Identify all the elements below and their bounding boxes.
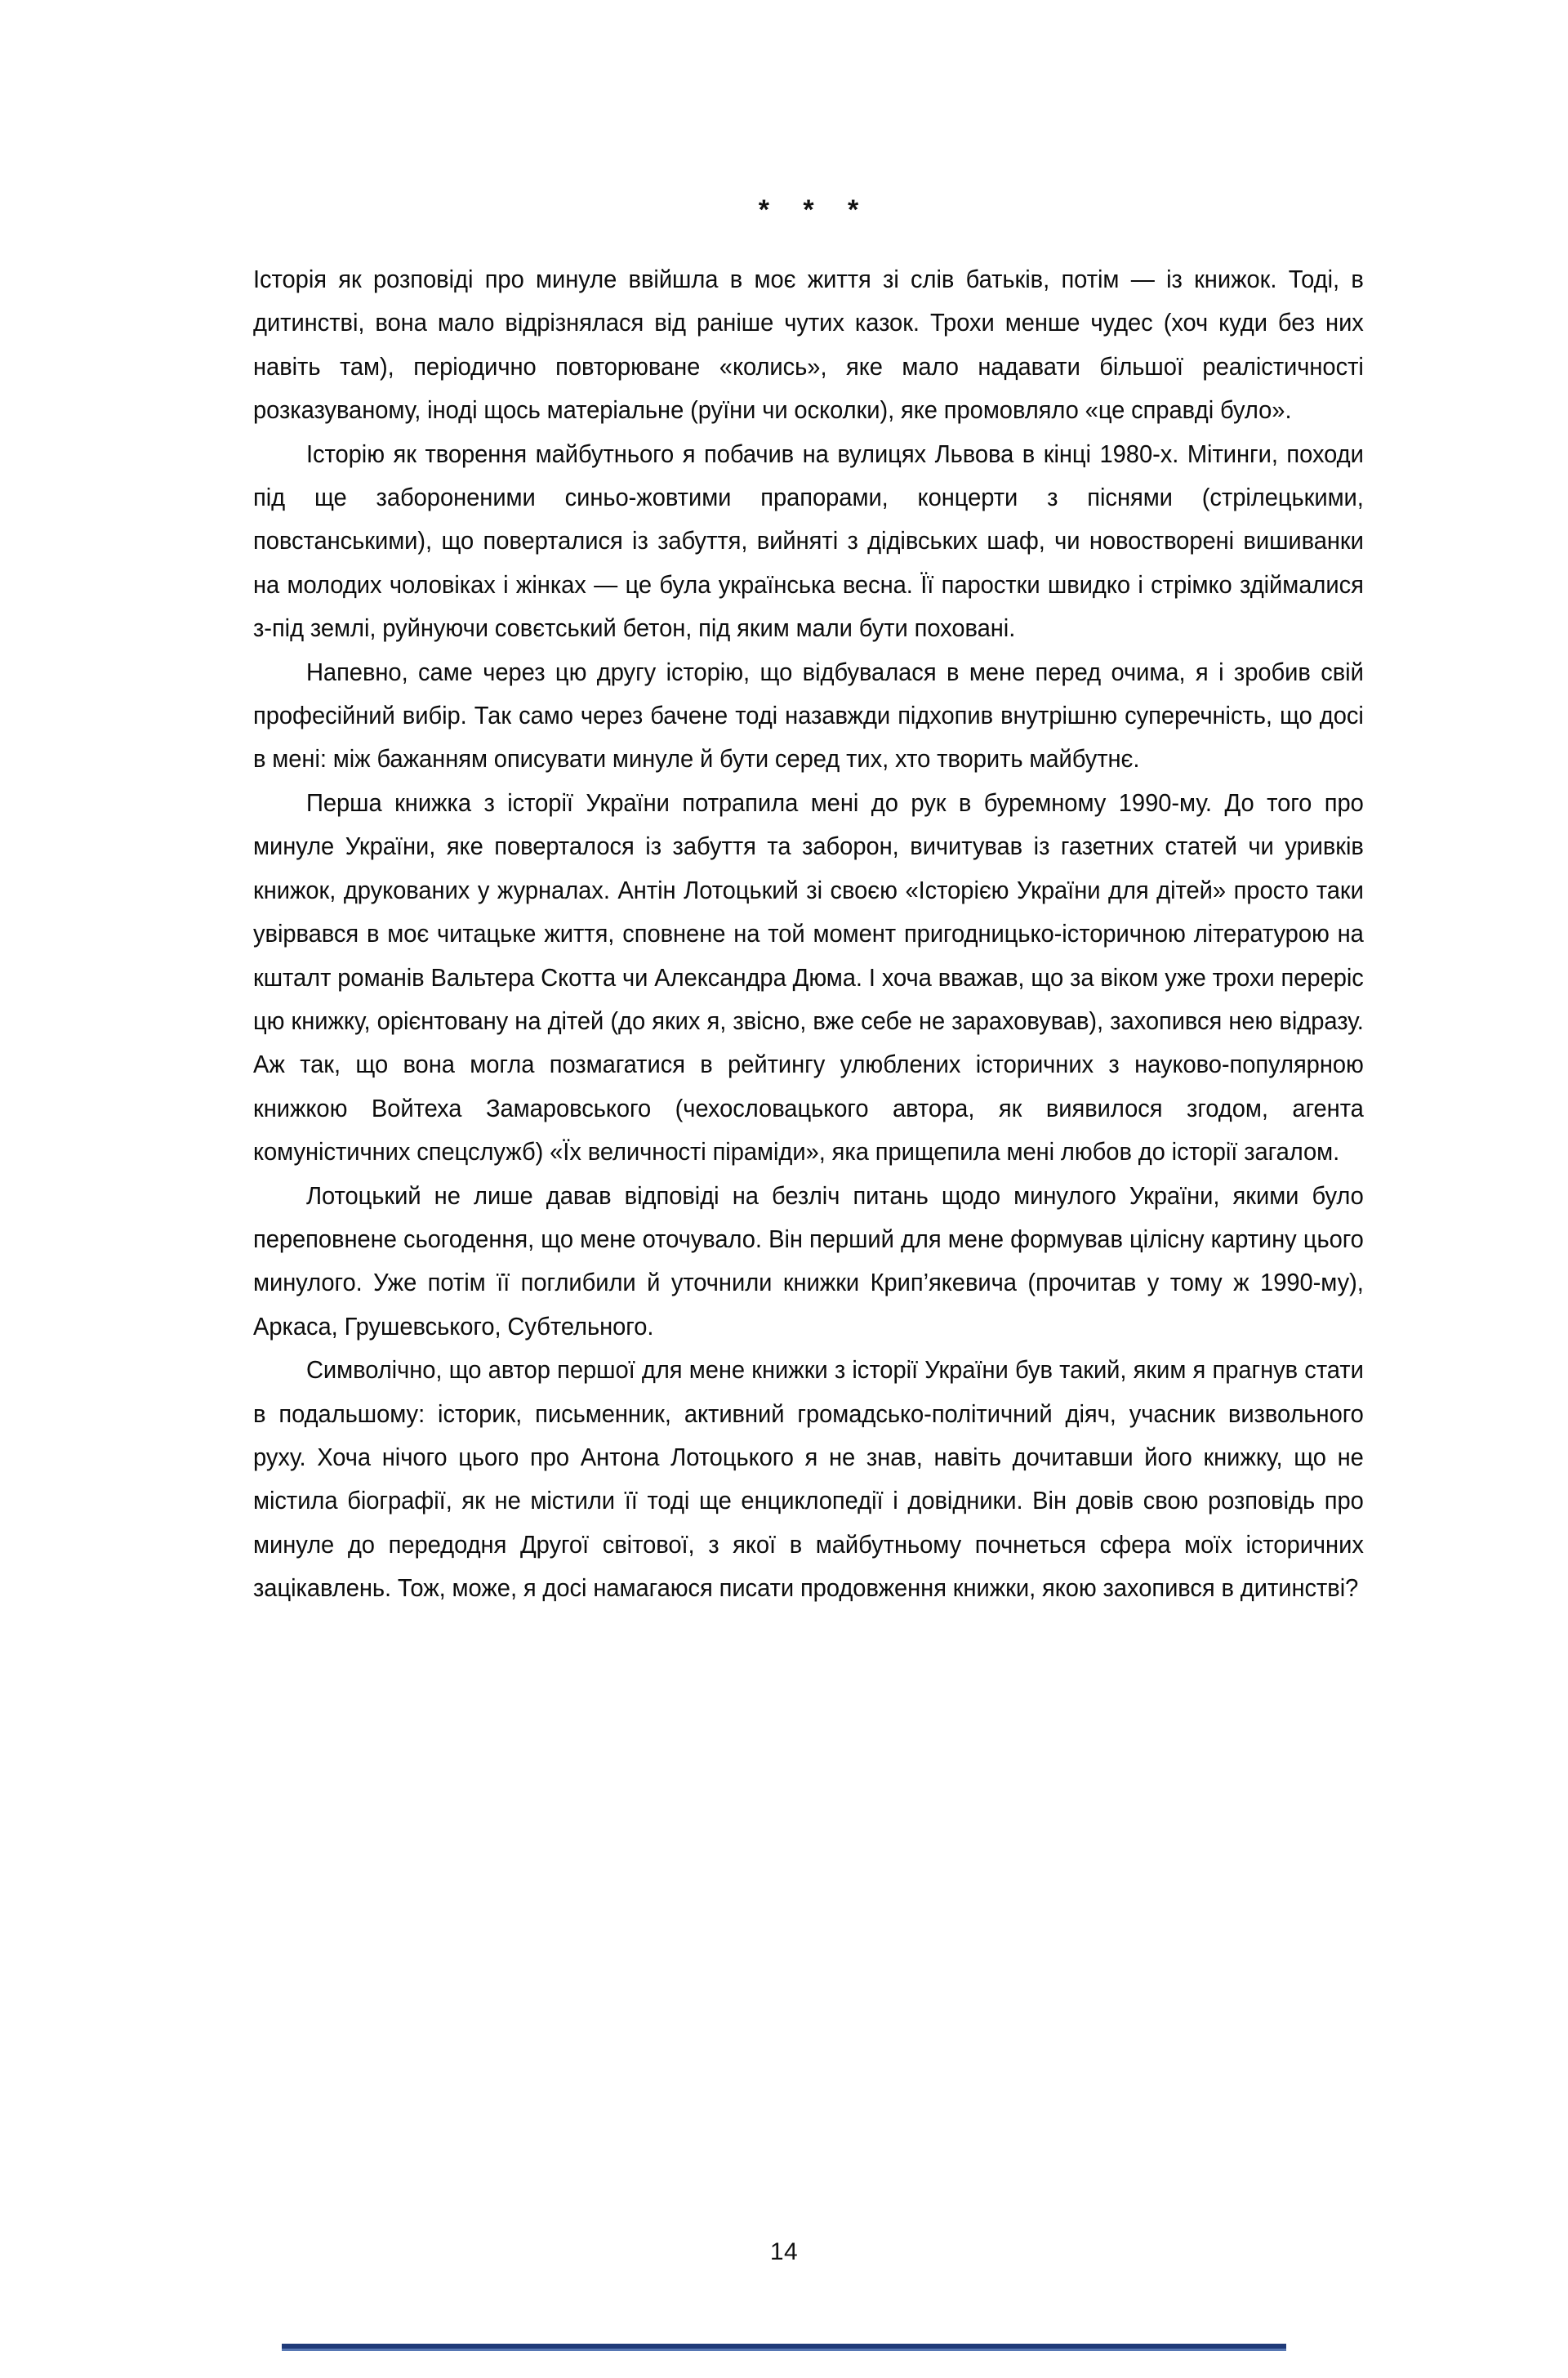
paragraph-3 bbox=[253, 651, 1364, 782]
paragraph-6 bbox=[253, 1349, 1364, 1610]
section-separator: * * * bbox=[758, 194, 872, 225]
paragraph-2 bbox=[253, 433, 1364, 651]
paragraph-2-text: Історію як творення майбутнього я побачив на вулицях Львова в кінці 1980-х. Мітинги, походи під ще забороненими синьо-жовтими прапорами, концерти з піснями (стрілецькими, повстанськими), що поверталися із забуття, вийняті з дідівських шаф, чи новостворені вишиванки на молодих чоловіках і жінках — це була українська весна. Її паростки швидко і стрімко здіймалися з-під землі, руйнуючи совєтський бетон, під яким мали бути поховані. bbox=[253, 439, 1364, 643]
paragraph-5-text: Лотоцький не лише давав відповіді на безліч питань щодо минулого України, якими було переповнене сьогодення, що мене оточувало. Він перший для мене формував цілісну картину цього минулого. Уже потім її поглибили й уточнили книжки Крип’якевича (прочитав у тому ж 1990-му), Аркаса, Грушевського, Субтельного. bbox=[253, 1181, 1364, 1341]
paragraph-1 bbox=[253, 258, 1364, 433]
paragraph-3-text: Напевно, саме через цю другу історію, що відбувалася в мене перед очима, я і зробив свій професійний вибір. Так само через бачене тоді назавжди підхопив внутрішню суперечність, що досі в мені: між бажанням описувати минуле й бути серед тих, хто творить майбутнє. bbox=[253, 658, 1364, 774]
paragraph-4-text: Перша книжка з історії України потрапила мені до рук в буремному 1990-му. До того про минуле України, яке поверталося із забуття та заборон, вичитував із газетних статей чи уривків книжок, друкованих у журналах. Антін Лотоцький зі своєю «Історією України для дітей» просто таки увірвався в моє читацьке життя, сповнене на той момент пригодницько-історичною літературою на кшталт романів Вальтера Скотта чи Александра Дюма. І хоча вважав, що за віком уже трохи переріс цю книжку, орієнтовану на дітей (до яких я, звісно, вже себе не зараховував), захопився нею відразу. Аж так, що вона могла позмагатися в рейтингу улюблених історичних з науково-популярною книжкою Войтеха Замаровського (чехословацького автора, як виявилося згодом, агента комуністичних спецслужб) «Їх величності піраміди», яка прищепила мені любов до історії загалом. bbox=[253, 788, 1364, 1167]
page-text-block bbox=[253, 196, 1364, 1611]
bottom-rule bbox=[282, 2344, 1286, 2351]
paragraph-1-text: Історія як розповіді про минуле ввійшла в моє життя зі слів батьків, потім — із книжок. Тоді, в дитинстві, вона мало відрізнялася від раніше чутих казок. Трохи менше чудес (хоч куди без них навіть там), періодично повторюване «колись», яке мало надавати більшої реалістичності розказуваному, іноді щось матеріальне (руїни чи осколки), яке промовляло «це справді було». bbox=[253, 265, 1364, 425]
paragraph-6-text: Символічно, що автор першої для мене книжки з історії України був такий, яким я прагнув стати в подальшому: історик, письменник, активний громадсько-політичний діяч, учасник визвольного руху. Хоча нічого цього про Антона Лотоцького я не знав, навіть дочитавши його книжку, що не містила біографії, як не містили її тоді ще енциклопедії і довідники. Він довів свою розповідь про минуле до передодня Другої світової, з якої в майбутньому почнеться сфера моїх історичних зацікавлень. Тож, може, я досі намагаюся писати продовження книжки, якою захопився в дитинстві? bbox=[253, 1356, 1364, 1603]
paragraph-5 bbox=[253, 1175, 1364, 1350]
paragraph-4 bbox=[253, 782, 1364, 1175]
page-number: 14 bbox=[769, 2238, 799, 2265]
bottom-rule-light bbox=[282, 2349, 1286, 2351]
